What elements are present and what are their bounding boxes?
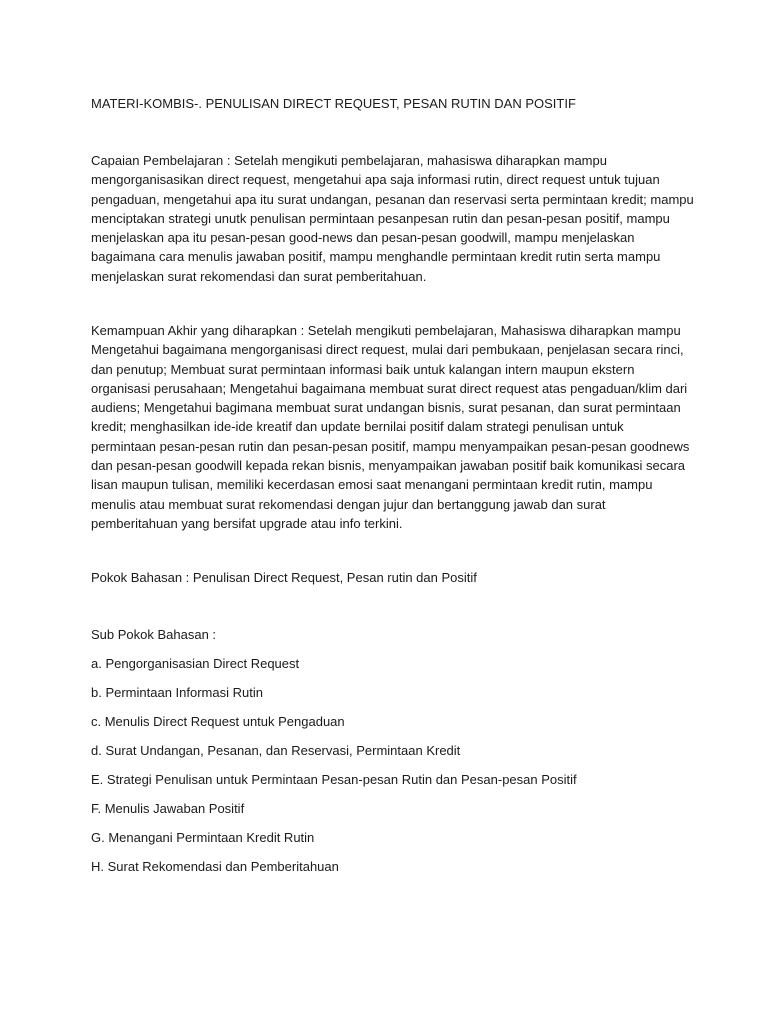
document-title: MATERI-KOMBIS-. PENULISAN DIRECT REQUEST, PESAN RUTIN DAN POSITIF <box>91 96 576 111</box>
paragraph-line: audiens; Mengetahui bagimana membuat surat undangan bisnis, surat pesanan, dan surat permintaan <box>91 400 681 416</box>
sub-item: F. Menulis Jawaban Positif <box>91 801 245 816</box>
sub-pokok-bahasan-heading: Sub Pokok Bahasan : <box>91 627 217 642</box>
paragraph-line: lisan maupun tulisan, memiliki kecerdasan emosi saat menangani permintaan kredit rutin, mampu <box>91 477 653 493</box>
paragraph-line: bagaimana cara menulis jawaban positif, mampu menghandle permintaan kredit rutin serta mampu <box>91 249 661 265</box>
sub-item: d. Surat Undangan, Pesanan, dan Reservasi, Permintaan Kredit <box>91 743 461 758</box>
paragraph-line: permintaan pesan-pesan rutin dan pesan-pesan positif, mampu menyampaikan pesan-pesan goodnews <box>91 438 690 454</box>
paragraph-line: kredit; menghasilkan ide-ide kreatif dan update bernilai positif dalam strategi penulisan untuk <box>91 419 624 435</box>
paragraph-line: dan penutup; Membuat surat permintaan informasi baik untuk kalangan intern maupun ekstern <box>91 361 635 377</box>
sub-item: H. Surat Rekomendasi dan Pemberitahuan <box>91 859 339 874</box>
sub-item: b. Permintaan Informasi Rutin <box>91 685 263 700</box>
paragraph-line: menulis atau membuat surat rekomendasi dengan jujur dan bertanggung jawab dan surat <box>91 496 606 512</box>
paragraph-line: organisasi perusahaan; Mengetahui bagaimana membuat surat direct request atas pengaduan/klim dari <box>91 380 688 396</box>
kemampuan-akhir-paragraph <box>91 321 689 533</box>
paragraph-line: Kemampuan Akhir yang diharapkan : Setelah mengikuti pembelajaran, Mahasiswa diharapkan mampu <box>91 323 681 338</box>
sub-item: G. Menangani Permintaan Kredit Rutin <box>91 830 315 845</box>
paragraph-line: Mengetahui bagaimana mengorganisasi direct request, mulai dari pembukaan, penjelasan secara rinci, <box>91 342 684 358</box>
sub-item: E. Strategi Penulisan untuk Permintaan Pesan-pesan Rutin dan Pesan-pesan Positif <box>91 772 577 787</box>
paragraph-line: menciptakan strategi unutk penulisan permintaan pesanpesan rutin dan pesan-pesan positif, mampu <box>91 210 670 226</box>
paragraph-line: pengaduan, mengetahui apa itu surat undangan, pesanan dan reservasi serta permintaan kredit; mampu <box>91 191 694 207</box>
sub-item: a. Pengorganisasian Direct Request <box>91 656 300 671</box>
paragraph-line: menjelaskan surat rekomendasi dan surat pemberitahuan. <box>91 268 427 284</box>
paragraph-line: dan pesan-pesan goodwill kepada rekan bisnis, menyampaikan jawaban positif baik komunikasi secara <box>91 458 686 474</box>
capaian-pembelajaran-paragraph <box>91 151 694 286</box>
paragraph-line: menjelaskan apa itu pesan-pesan good-news dan pesan-pesan goodwill, mampu menjelaskan <box>91 230 635 246</box>
paragraph-line: pemberitahuan yang bersifat upgrade atau info terkini. <box>91 515 403 531</box>
pokok-bahasan: Pokok Bahasan : Penulisan Direct Request, Pesan rutin dan Positif <box>91 570 477 585</box>
paragraph-line: mengorganisasikan direct request, mengetahui apa saja informasi rutin, direct request untuk tujuan <box>91 172 660 188</box>
paragraph-line: Capaian Pembelajaran : Setelah mengikuti pembelajaran, mahasiswa diharapkan mampu <box>91 153 607 168</box>
sub-item: c. Menulis Direct Request untuk Pengaduan <box>91 714 345 729</box>
